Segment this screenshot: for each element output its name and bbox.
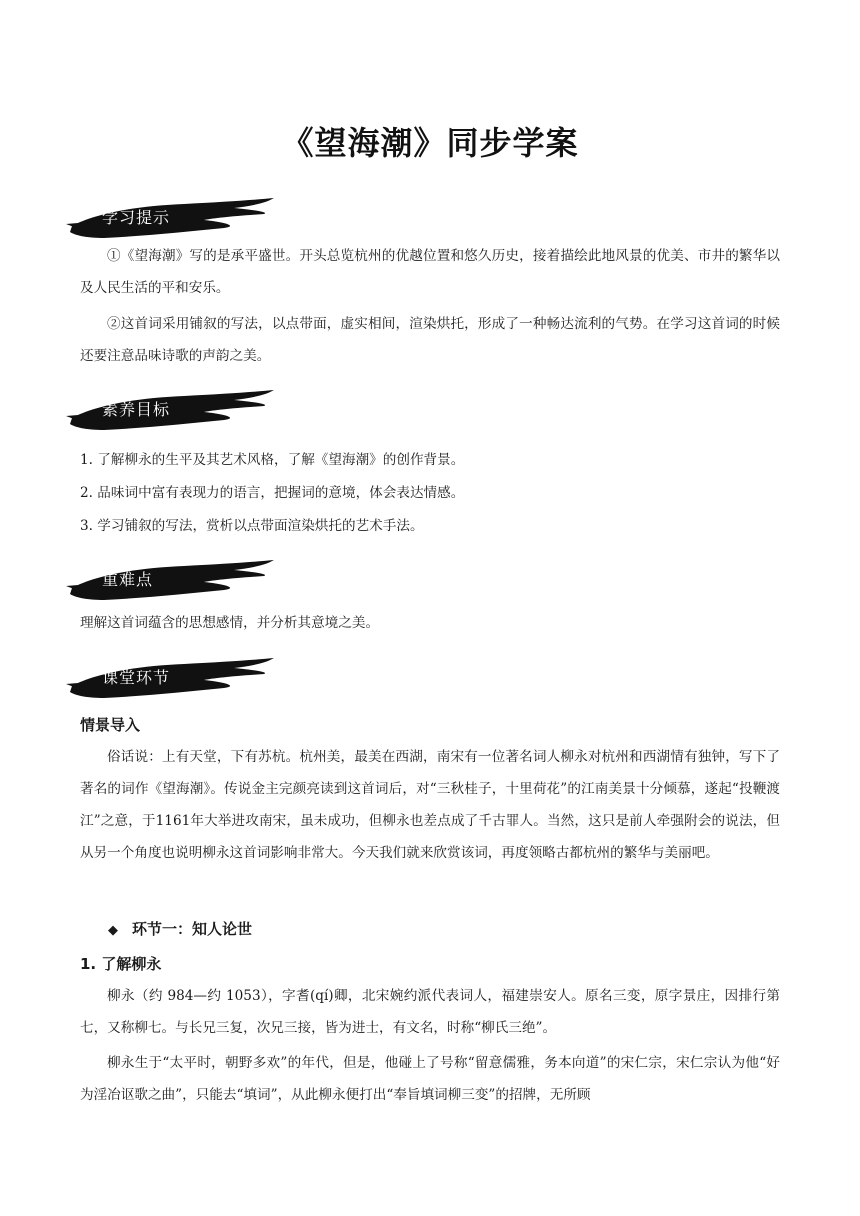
- ink-brush-icon: [64, 388, 294, 432]
- liu-yong-paragraph-2: 柳永生于“太平时，朝野多欢”的年代，但是，他碰上了号称“留意儒雅，务本向道”的宋仁宗，宋仁宗认为他“好为淫冶讴歌之曲”，只能去“填词”，从此柳永便打出“奉旨填词柳三变”的招牌，无所顾: [80, 1055, 780, 1103]
- link-one-heading: [108, 918, 252, 939]
- section-banner-goals: [64, 388, 294, 432]
- intro-paragraph: 俗话说：上有天堂，下有苏杭。杭州美，最美在西湖，南宋有一位著名词人柳永对杭州和西湖情有独钟，写下了著名的词作《望海潮》。传说金主完颜亮读到这首词后，对“三秋桂子，十里荷花”的江南美景十分倾慕，遂起“投鞭渡江”之意，于1161年大举进攻南宋，虽未成功，但柳永也差点成了千古罪人。当然，这只是前人牵强附会的说法，但从另一个角度也说明柳永这首词影响非常大。今天我们就来欣赏该词，再度领略古都杭州的繁华与美丽吧。: [80, 749, 780, 861]
- section-label-goals: 素养目标: [102, 400, 171, 419]
- tips-paragraph-1: ①《望海潮》写的是承平盛世。开头总览杭州的优越位置和悠久历史，接着描绘此地风景的优美、市井的繁华以及人民生活的平和安乐。: [80, 248, 780, 296]
- ink-brush-icon: [64, 558, 294, 602]
- section-banner-key: [64, 558, 294, 602]
- liu-yong-paragraph-1: 柳永（约 984—约 1053），字耆(qí)卿，北宋婉约派代表词人，福建崇安人。原名三变，原字景庄，因排行第七，又称柳七。与长兄三复，次兄三接，皆为进士，有文名，时称“柳氏三绝”。: [80, 988, 780, 1036]
- sub-heading-liu-yong: 1. 了解柳永: [80, 955, 162, 973]
- goal-item-1: 1. 了解柳永的生平及其艺术风格，了解《望海潮》的创作背景。: [80, 452, 465, 468]
- diamond-bullet-icon: ◆: [108, 923, 118, 938]
- link-one-title: 环节一：知人论世: [132, 920, 253, 938]
- ink-brush-icon: [64, 196, 294, 240]
- tips-paragraph-2: ②这首词采用铺叙的写法，以点带面，虚实相间，渲染烘托，形成了一种畅达流利的气势。在学习这首词的时候还要注意品味诗歌的声韵之美。: [80, 316, 780, 364]
- ink-brush-icon: [64, 656, 294, 700]
- section-label-key: 重难点: [102, 570, 154, 589]
- section-banner-class: [64, 656, 294, 700]
- intro-heading: 情景导入: [80, 716, 141, 734]
- key-point-text: 理解这首词蕴含的思想感情，并分析其意境之美。: [80, 615, 380, 631]
- section-label-tips: 学习提示: [102, 208, 171, 227]
- section-label-class: 课堂环节: [102, 668, 171, 687]
- page-title: 《望海潮》同步学案: [281, 124, 579, 162]
- section-banner-tips: [64, 196, 294, 240]
- goal-item-2: 2. 品味词中富有表现力的语言，把握词的意境，体会表达情感。: [80, 485, 465, 501]
- goal-item-3: 3. 学习铺叙的写法，赏析以点带面渲染烘托的艺术手法。: [80, 518, 424, 534]
